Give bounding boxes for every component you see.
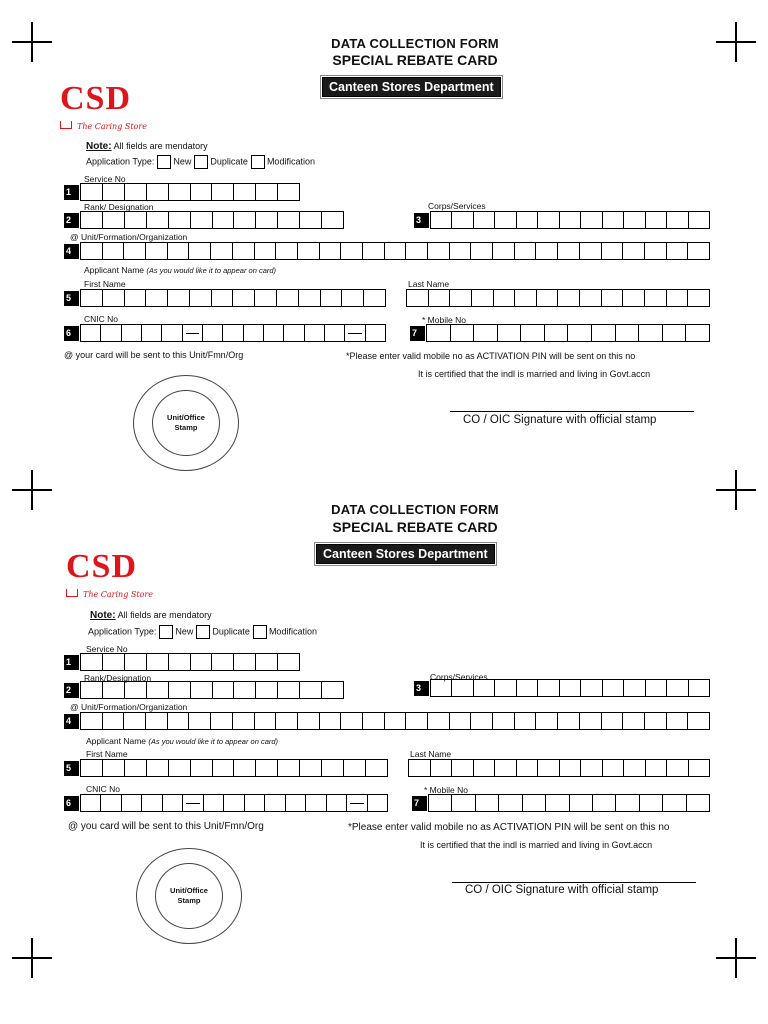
checkbox-duplicate[interactable] bbox=[196, 625, 210, 639]
form-subtitle: SPECIAL REBATE CARD bbox=[332, 519, 498, 535]
applicant-name-label bbox=[86, 736, 278, 746]
corps-label: Corps/Services bbox=[428, 201, 486, 211]
certification-text: It is certified that the indl is married and living in Govt.accn bbox=[420, 840, 653, 850]
checkbox-duplicate[interactable] bbox=[194, 155, 208, 169]
cart-icon bbox=[66, 589, 78, 597]
csd-logo-text: CSD bbox=[66, 548, 138, 585]
field-number-4: 4 bbox=[64, 714, 79, 729]
note-text: All fields are mendatory bbox=[117, 610, 212, 620]
applicant-name-hint: (As you would like it to appear on card) bbox=[146, 266, 277, 275]
mobile-input[interactable] bbox=[426, 324, 710, 342]
field-number-5: 5 bbox=[64, 761, 79, 776]
first-name-label: First Name bbox=[86, 749, 128, 759]
cnic-input[interactable] bbox=[80, 324, 386, 342]
last-name-input[interactable] bbox=[408, 759, 710, 777]
applicant-name-hint: (As you would like it to appear on card) bbox=[148, 737, 279, 746]
option-modification-label: Modification bbox=[266, 156, 315, 167]
checkbox-modification[interactable] bbox=[251, 155, 265, 169]
note-text: All fields are mendatory bbox=[113, 141, 208, 151]
stamp-line-2: Stamp bbox=[177, 896, 201, 905]
logo-tagline: The Caring Store bbox=[83, 590, 153, 599]
certification-text: It is certified that the indl is married and living in Govt.accn bbox=[418, 369, 651, 379]
signature-caption: CO / OIC Signature with official stamp bbox=[463, 414, 657, 426]
footer-mobile-note: *Please enter valid mobile no as ACTIVATION PIN will be sent on this no bbox=[348, 822, 670, 833]
note bbox=[86, 141, 208, 152]
checkbox-new[interactable] bbox=[157, 155, 171, 169]
application-type-row bbox=[88, 625, 317, 639]
field-number-6: 6 bbox=[64, 796, 79, 811]
mobile-input[interactable] bbox=[428, 794, 710, 812]
unit-input[interactable] bbox=[80, 712, 710, 730]
service-no-label: Service No bbox=[84, 174, 126, 184]
form-subtitle: SPECIAL REBATE CARD bbox=[332, 52, 498, 68]
option-duplicate-label: Duplicate bbox=[210, 156, 248, 167]
service-no-input[interactable] bbox=[80, 183, 300, 201]
cnic-input[interactable] bbox=[80, 794, 388, 812]
rank-input[interactable] bbox=[80, 211, 344, 229]
last-name-label: Last Name bbox=[408, 279, 450, 289]
rank-label: Rank/Designation bbox=[84, 673, 152, 683]
stamp-line-1: Unit/Office bbox=[167, 413, 205, 422]
unit-office-stamp bbox=[133, 375, 239, 471]
applicant-name-label bbox=[84, 265, 276, 275]
form-title: DATA COLLECTION FORM bbox=[331, 502, 499, 517]
footer-mobile-note: *Please enter valid mobile no as ACTIVATION PIN will be sent on this no bbox=[346, 351, 636, 361]
cnic-label: CNIC No bbox=[86, 784, 121, 794]
csd-logo bbox=[66, 550, 153, 602]
option-new-label: New bbox=[175, 626, 194, 637]
field-number-3: 3 bbox=[414, 681, 429, 696]
field-number-7: 7 bbox=[412, 796, 427, 811]
unit-input[interactable] bbox=[80, 242, 710, 260]
last-name-label: Last Name bbox=[410, 749, 452, 759]
note-label: Note: bbox=[86, 141, 112, 152]
field-number-7: 7 bbox=[410, 326, 425, 341]
crop-mark-bottom-right bbox=[716, 938, 756, 978]
service-no-label: Service No bbox=[86, 644, 128, 654]
corps-input[interactable] bbox=[430, 211, 710, 229]
checkbox-new[interactable] bbox=[159, 625, 173, 639]
corps-input[interactable] bbox=[430, 679, 710, 697]
department-banner: Canteen Stores Department bbox=[322, 77, 501, 97]
form-title: DATA COLLECTION FORM bbox=[331, 36, 499, 51]
first-name-label: First Name bbox=[84, 279, 126, 289]
applicant-name-text: Applicant Name bbox=[86, 736, 147, 746]
field-number-1: 1 bbox=[64, 185, 79, 200]
option-modification-label: Modification bbox=[268, 626, 317, 637]
data-collection-form-1 bbox=[0, 0, 768, 470]
csd-logo-text: CSD bbox=[60, 80, 132, 117]
note-label: Note: bbox=[90, 610, 116, 621]
application-type-row bbox=[86, 155, 315, 169]
stamp-line-1: Unit/Office bbox=[170, 886, 208, 895]
rank-input[interactable] bbox=[80, 681, 344, 699]
application-type-label: Application Type: bbox=[88, 626, 157, 637]
unit-label: @ Unit/Formation/Organization bbox=[70, 232, 188, 242]
note bbox=[90, 610, 212, 621]
option-new-label: New bbox=[173, 156, 192, 167]
field-number-1: 1 bbox=[64, 655, 79, 670]
footer-delivery-note: @ you card will be sent to this Unit/Fmn/Org bbox=[68, 821, 264, 832]
logo-tagline: The Caring Store bbox=[77, 122, 147, 131]
application-type-label: Application Type: bbox=[86, 156, 155, 167]
crop-mark-bottom-left bbox=[12, 938, 52, 978]
applicant-name-text: Applicant Name bbox=[84, 265, 145, 275]
service-no-input[interactable] bbox=[80, 653, 300, 671]
data-collection-form-2 bbox=[0, 470, 768, 940]
unit-label: @ Unit/Formation/Organization bbox=[70, 702, 188, 712]
rank-label: Rank/ Designation bbox=[84, 202, 154, 212]
first-name-input[interactable] bbox=[80, 759, 388, 777]
field-number-2: 2 bbox=[64, 213, 79, 228]
stamp-line-2: Stamp bbox=[174, 423, 198, 432]
mobile-label: * Mobile No bbox=[424, 785, 468, 795]
signature-line bbox=[452, 882, 696, 883]
stamp-inner bbox=[152, 390, 220, 456]
field-number-3: 3 bbox=[414, 213, 429, 228]
cnic-label: CNIC No bbox=[84, 314, 119, 324]
checkbox-modification[interactable] bbox=[253, 625, 267, 639]
field-number-5: 5 bbox=[64, 291, 79, 306]
stamp-inner bbox=[155, 863, 223, 929]
unit-office-stamp bbox=[136, 848, 242, 944]
field-number-6: 6 bbox=[64, 326, 79, 341]
last-name-input[interactable] bbox=[406, 289, 710, 307]
first-name-input[interactable] bbox=[80, 289, 386, 307]
corps-label: Corps/Services bbox=[430, 672, 488, 682]
csd-logo bbox=[60, 82, 147, 134]
field-number-2: 2 bbox=[64, 683, 79, 698]
option-duplicate-label: Duplicate bbox=[212, 626, 250, 637]
field-number-4: 4 bbox=[64, 244, 79, 259]
footer-delivery-note: @ your card will be sent to this Unit/Fmn/Org bbox=[64, 350, 244, 360]
department-banner: Canteen Stores Department bbox=[316, 544, 495, 564]
signature-line bbox=[450, 411, 694, 412]
signature-caption: CO / OIC Signature with official stamp bbox=[465, 884, 659, 896]
cart-icon bbox=[60, 121, 72, 129]
mobile-label: * Mobile No bbox=[422, 315, 466, 325]
